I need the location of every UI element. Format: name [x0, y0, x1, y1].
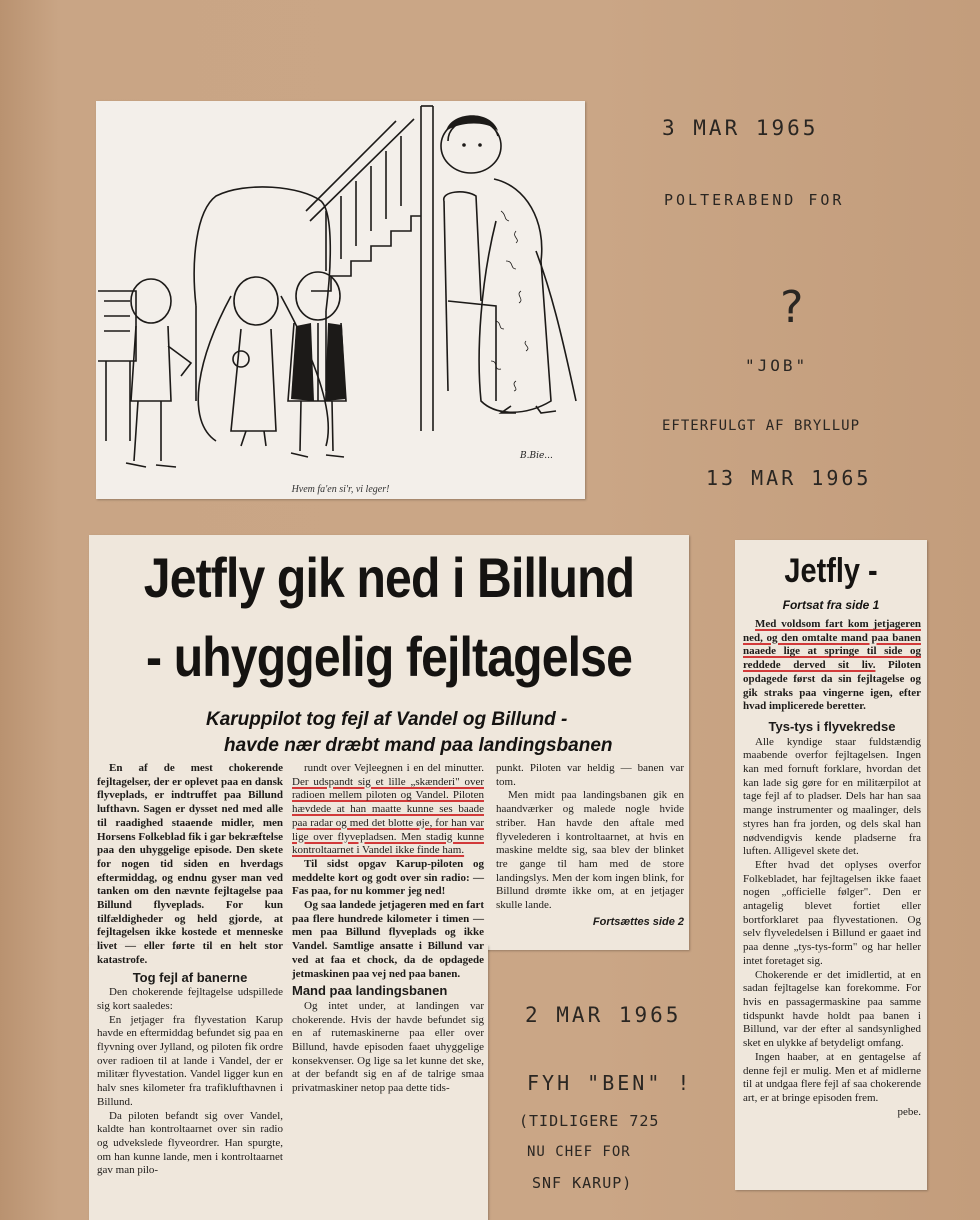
article-continued: Fortsættes side 2 [592, 915, 684, 928]
note-name: "JOB" [745, 356, 809, 375]
article-section-2: Mand paa landingsbanen [292, 983, 448, 999]
continuation-column [743, 618, 921, 1119]
cartoon-clipping [96, 101, 585, 499]
article-c2-p1a: rundt over Vejleegnen i en del minutter. [304, 762, 484, 774]
continuation-p5: Ingen haaber, at en gentagelse af denne fejl er mulig. Men et af midlerne til at undgaa flere fejl af saa chokerende art, er at bringe episoden frem. [743, 1050, 921, 1104]
cartoon-illustration [96, 101, 585, 481]
article-subhead-1: Karuppilot tog fejl af Vandel og Billund - [206, 709, 568, 730]
article-c2-p4: Og intet under, at landingen var chokerende. Hvis der havde befundet sig en af rutemaskinerne paa eller over Billund, havde episoden faaet uhyggelige konsekvenser. Og lige sa let kunne det ske, at der befandt sig en af de talrige smaa privatmaskiner netop paa dette tids- [292, 999, 484, 1095]
continuation-title: Jetfly - [784, 552, 878, 590]
note-date-1: 3 MAR 1965 [662, 116, 819, 140]
article-c1-p4: Da piloten befandt sig over Vandel, kaldte han kontroltaarnet over sin radio og udvekslede flyveordrer. Han spurgte, om han kunne lande, men i kontroltaarnet gav man pilo- [97, 1109, 283, 1177]
article-c2-p1b: Der udspandt sig et lille „skænderi" over radioen mellem piloten og Vandel. Piloten hævdede at han maatte kunne ses baade paa radar og med det blotte øje, for han var lige over flyvepladsen. Men stadig kunne kontroltaarnet i Vandel ikke finde ham. [292, 775, 484, 857]
note-date-3: 2 MAR 1965 [525, 1003, 682, 1027]
article-intro: En af de mest chokerende fejltagelser, der er oplevet paa en dansk flyveplads, er indtruffet paa Billund lufthavn. Sagen er dysset ned med alle til raadighed staaende midler, men Horsens Folkeblad fik i gar bekræftelse paa den uhyggelige episode. Den skete for nogen tid siden en hverdags eftermiddag, og endnu gyser man ved tanken om den nævnte fejltagelse paa Billund flyveplads. For kun tilfældigheder og held gjorde, at fejltagelsen ikke kostede et menneske livet — eller førte til en helt stor katastrofe. [97, 762, 283, 966]
article-c1-p2: Den chokerende fejltagelse udspillede sig kort saaledes: [97, 986, 283, 1012]
note-polterabend: POLTERABEND FOR [664, 191, 845, 209]
continuation-p3: Efter hvad det oplyses overfor Folkebladet, har fejltagelsen ikke faaet nogen „officielle følger". Den er antagelig blevet fortiet eller bortforklaret paa flyvestationen. Og selv flyveledelsen i Billund er gaaet ind paa denne „tys-tys-form" og har heller intet foretaget sig. [743, 858, 921, 967]
note-question-mark: ? [778, 282, 808, 333]
article-c2-p2: Til sidst opgav Karup-piloten og meddelte kort og godt over sin radio: — Fas paa, for nu kommer jeg ned! [292, 857, 484, 898]
note-chief: NU CHEF FOR [527, 1144, 631, 1160]
note-wedding: EFTERFULGT AF BRYLLUP [662, 418, 861, 434]
article-c3-p2: Men midt paa landingsbanen gik en haandværker og malede nogle hvide striber. Han havde den aftale med flyvelederen i kontroltaarnet, at hvis en maskine meldte sig, saa blev der blinket tre gange til ham med de store landingslys. Men der kom ingen blink, for Billund drømte ikke om, at en jetjager skulle lande. [496, 789, 684, 912]
article-subhead-2: havde nær dræbt mand paa landingsbanen [224, 735, 613, 756]
continuation-p1b: Piloten opdagede først da sin fejltagelse og gik straks paa vingerne igen, efter hvad implicerede beretter. [743, 659, 921, 713]
continuation-section: Tys-tys i flyvekredse [768, 718, 896, 734]
article-c3-p1: punkt. Piloten var heldig — banen var tom. [496, 762, 684, 788]
note-karup: SNF KARUP) [532, 1174, 633, 1192]
article-column-2 [292, 762, 484, 1096]
note-ben: FYH "BEN" ! [527, 1071, 693, 1095]
continuation-byline: pebe. [897, 1105, 921, 1118]
article-section-1: Tog fejl af banerne [132, 969, 248, 985]
article-column-3 [496, 762, 684, 929]
article-c2-p3: Og saa landede jetjageren med en fart paa flere hundrede kilometer i timen — men paa Billund flyveplads og ikke Vandel. Samtlige ansatte i Billund var ved at faa et chock, da de opdagede jetmaskinen paa vej ned paa banen. [292, 899, 484, 980]
continuation-p2: Alle kyndige staar fuldstændig maabende overfor fejltagelsen. Ingen kan med fornuft forklare, hvordan det kan lade sig gøre for en militærpilot at tage fejl af to pladser. Dels har han saa mange instrumenter og maalinger, dels styres han fra jorden, og dels skal han nødvendigvis kende pladserne fra luften. Alligevel skete det. [743, 735, 921, 858]
article-column-1 [97, 762, 283, 1178]
continuation-p1a: Med voldsom fart kom jetjageren ned, og den omtalte mand paa banen naaede lige at springe til side og reddede derved sit liv. [743, 618, 921, 672]
continuation-from: Fortsat fra side 1 [782, 598, 880, 612]
note-date-2: 13 MAR 1965 [706, 466, 872, 490]
note-earlier: (TIDLIGERE 725 [519, 1112, 660, 1130]
cartoon-signature: B.Bie... [520, 451, 553, 461]
article-headline-2: - uhyggelig fejltagelse [145, 625, 632, 688]
article-c1-p3: En jetjager fra flyvestation Karup havde en eftermiddag befundet sig paa en flyvning over Jylland, og piloten fik ordre over radioen til at lande i Vandel, der er militær flyvestation. Vandel ligger kun en halv snes kilometer fra trafiklufthavnen i Billund. [97, 1013, 283, 1108]
continuation-p4: Chokerende er det imidlertid, at en sadan fejltagelse kan forekomme. For hvis en passagermaskine paa samme tidspunkt havde holdt paa banen i Billund, var der efter al sandsynlighed sket en ulykke af betydeligt omfang. [743, 968, 921, 1050]
article-headline-1: Jetfly gik ned i Billund [143, 546, 635, 609]
cartoon-caption: Hvem fa'en si'r, vi leger! [291, 484, 390, 495]
